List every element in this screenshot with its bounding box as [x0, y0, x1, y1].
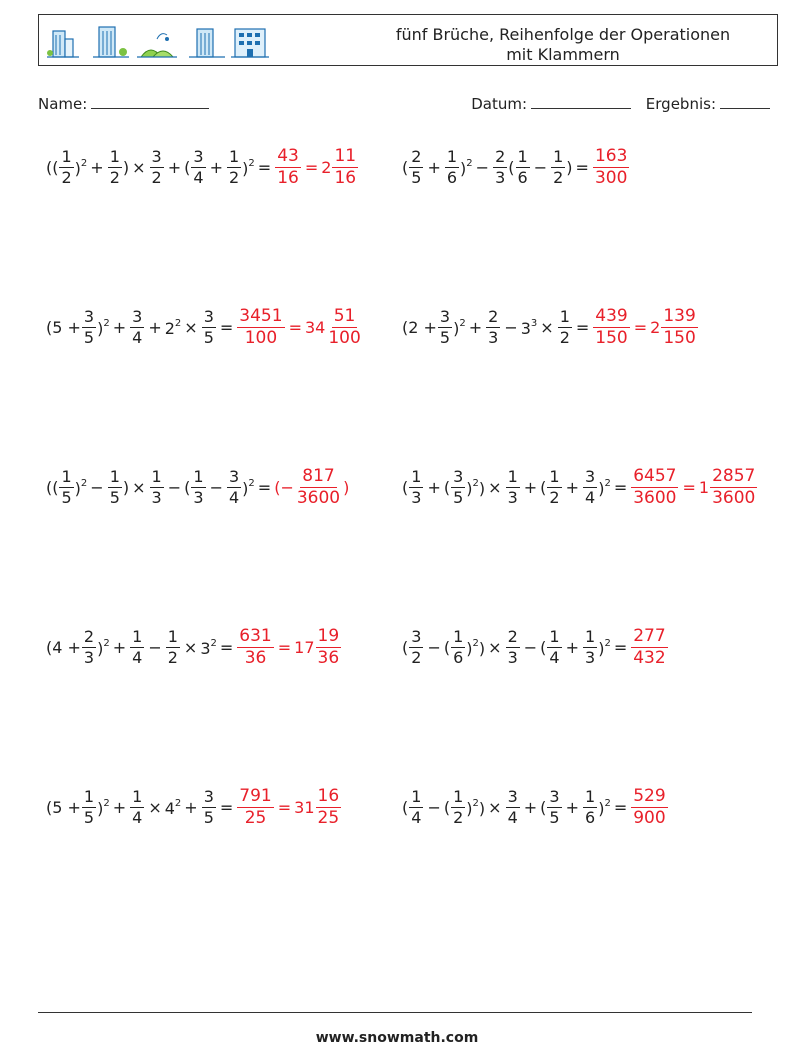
fraction: $\frac{1}{6}$ [585, 787, 596, 827]
problem-2: ( $\frac{2}{5}$ + $\frac{1}{6}$ )$^2$ − $\frac{2}{3}$ ( $\frac{1}{6}$ − $\frac{1}{2}$ ) = $\frac{163}{300}$ [402, 148, 630, 187]
fraction: $\frac{3}{4}$ [132, 307, 143, 347]
fraction: $\frac{3}{4}$ [585, 467, 596, 507]
answer: $\frac{439}{150}$ = 2 $\frac{139}{150}$ [595, 306, 696, 348]
name-field[interactable] [38, 94, 209, 113]
answer: $\frac{3451}{100}$ = 34 $\frac{51}{100}$ [239, 306, 361, 348]
worksheet-header [38, 14, 778, 66]
answer: $\frac{631}{36}$ = 17 $\frac{19}{36}$ [239, 626, 340, 668]
fraction: $\frac{1}{5}$ [109, 467, 120, 507]
problem-5: (( $\frac{1}{5}$ )$^2$ − $\frac{1}{5}$ ) × $\frac{1}{3}$ − ( $\frac{1}{3}$ − $\frac{3}{4}$ )$^2$ = (− $\frac{817}{3600}$ ) [46, 466, 350, 508]
footer-url[interactable]: www.snowmath.com [315, 1030, 479, 1046]
fraction: $\frac{1}{3}$ [193, 467, 204, 507]
problem-4: (2 + $\frac{3}{5}$ )$^2$ + $\frac{2}{3}$ − $3^3$ × $\frac{1}{2}$ = $\frac{439}{150}$ = 2 $\frac{139}{150}$ [402, 308, 699, 347]
fraction: $\frac{1}{2}$ [553, 147, 564, 187]
fraction: $\frac{1}{3}$ [507, 467, 518, 507]
answer: $\frac{6457}{3600}$ = 1 $\frac{2857}{3600}$ [633, 466, 756, 508]
fraction: $\frac{1}{2}$ [167, 627, 178, 667]
result-blank[interactable] [720, 94, 770, 109]
problem-8: ( $\frac{3}{2}$ − ( $\frac{1}{6}$ )$^2$) × $\frac{2}{3}$ − ( $\frac{1}{4}$ + $\frac{1}{3}$ )$^2$ = $\frac{277}{432}$ [402, 628, 669, 667]
answer: $\frac{277}{432}$ [633, 626, 666, 668]
fraction: $\frac{2}{3}$ [83, 627, 95, 667]
fraction: $\frac{1}{5}$ [61, 467, 72, 507]
problem-9: (5 + $\frac{1}{5}$ )$^2$ + $\frac{1}{4}$ × $4^2$ + $\frac{3}{5}$ = $\frac{791}{25}$ = 31 $\frac{16}{25}$ [46, 788, 342, 827]
problem-6: ( $\frac{1}{3}$ + ( $\frac{3}{5}$ )$^2$) × $\frac{1}{3}$ + ( $\frac{1}{2}$ + $\frac{3}{4}$ )$^2$ = $\frac{6457}{3600}$ = 1 $\frac{2857}{3600}$ [402, 468, 758, 507]
fraction: $\frac{2}{5}$ [411, 147, 422, 187]
answer: $\frac{43}{16}$ = 2 $\frac{11}{16}$ [277, 146, 357, 188]
fraction: $\frac{3}{4}$ [228, 467, 240, 507]
fraction: $\frac{1}{6}$ [453, 627, 464, 667]
fraction: $\frac{1}{6}$ [446, 147, 458, 187]
fraction: $\frac{2}{3}$ [495, 147, 506, 187]
fraction: $\frac{3}{5}$ [203, 307, 214, 347]
answer: $\frac{163}{300}$ [594, 146, 628, 188]
fraction: $\frac{1}{4}$ [132, 787, 143, 827]
fraction: $\frac{3}{4}$ [507, 787, 518, 827]
fraction: $\frac{3}{5}$ [83, 307, 95, 347]
fraction: $\frac{1}{4}$ [411, 787, 422, 827]
date-blank[interactable] [531, 94, 631, 109]
problem-3: (5 + $\frac{3}{5}$ )$^2$ + $\frac{3}{4}$ + $2^2$ × $\frac{3}{5}$ = $\frac{3451}{100}$ = 34 $\frac{51}{100}$ [46, 308, 364, 347]
fraction: $\frac{1}{4}$ [132, 627, 143, 667]
date-label: Datum: [471, 95, 528, 113]
fraction: $\frac{1}{3}$ [411, 467, 422, 507]
fraction: $\frac{1}{2}$ [109, 147, 120, 187]
fraction: $\frac{1}{3}$ [151, 467, 162, 507]
date-result-fields [471, 94, 770, 113]
fraction: $\frac{2}{3}$ [507, 627, 518, 667]
city-buildings-logo-icon [45, 19, 269, 63]
problem-1: (( $\frac{1}{2}$ )$^2$ + $\frac{1}{2}$ ) × $\frac{3}{2}$ + ( $\frac{3}{4}$ + $\frac{1}{2}$ )$^2$ = $\frac{43}{16}$ = 2 $\frac{11}{16}$ [46, 148, 359, 187]
footer-divider [38, 1012, 752, 1013]
fraction: $\frac{3}{5}$ [549, 787, 560, 827]
answer: $\frac{529}{900}$ [633, 786, 666, 828]
fraction: $\frac{3}{4}$ [193, 147, 204, 187]
fraction: $\frac{3}{2}$ [151, 147, 162, 187]
fraction: $\frac{3}{5}$ [203, 787, 214, 827]
name-label: Name: [38, 95, 88, 113]
fraction: $\frac{1}{2}$ [61, 147, 72, 187]
problem-10: ( $\frac{1}{4}$ − ( $\frac{1}{2}$ )$^2$) × $\frac{3}{4}$ + ( $\frac{3}{5}$ + $\frac{1}{6}$ )$^2$ = $\frac{529}{900}$ [402, 788, 669, 827]
fraction: $\frac{3}{2}$ [411, 627, 422, 667]
fraction: $\frac{3}{5}$ [439, 307, 451, 347]
fraction: $\frac{1}{5}$ [83, 787, 95, 827]
title-line-2: mit Klammern [506, 45, 620, 64]
fraction: $\frac{1}{4}$ [549, 627, 560, 667]
fraction: $\frac{1}{2}$ [559, 307, 570, 347]
fraction: $\frac{3}{5}$ [453, 467, 464, 507]
problem-7: (4 + $\frac{2}{3}$ )$^2$ + $\frac{1}{4}$ − $\frac{1}{2}$ × $3^2$ = $\frac{631}{36}$ = 17 $\frac{19}{36}$ [46, 628, 342, 667]
fraction: $\frac{1}{6}$ [517, 147, 528, 187]
fraction: $\frac{1}{2}$ [549, 467, 560, 507]
answer: $\frac{791}{25}$ = 31 $\frac{16}{25}$ [239, 786, 340, 828]
fraction: $\frac{1}{2}$ [453, 787, 464, 827]
fraction: $\frac{1}{3}$ [585, 627, 596, 667]
fraction: $\frac{2}{3}$ [488, 307, 499, 347]
answer: (− $\frac{817}{3600}$ ) [274, 466, 350, 508]
worksheet-title [373, 25, 753, 65]
result-label: Ergebnis: [645, 95, 716, 113]
name-blank[interactable] [91, 94, 209, 109]
fraction: $\frac{1}{2}$ [228, 147, 240, 187]
title-line-1: fünf Brüche, Reihenfolge der Operationen [395, 25, 731, 44]
